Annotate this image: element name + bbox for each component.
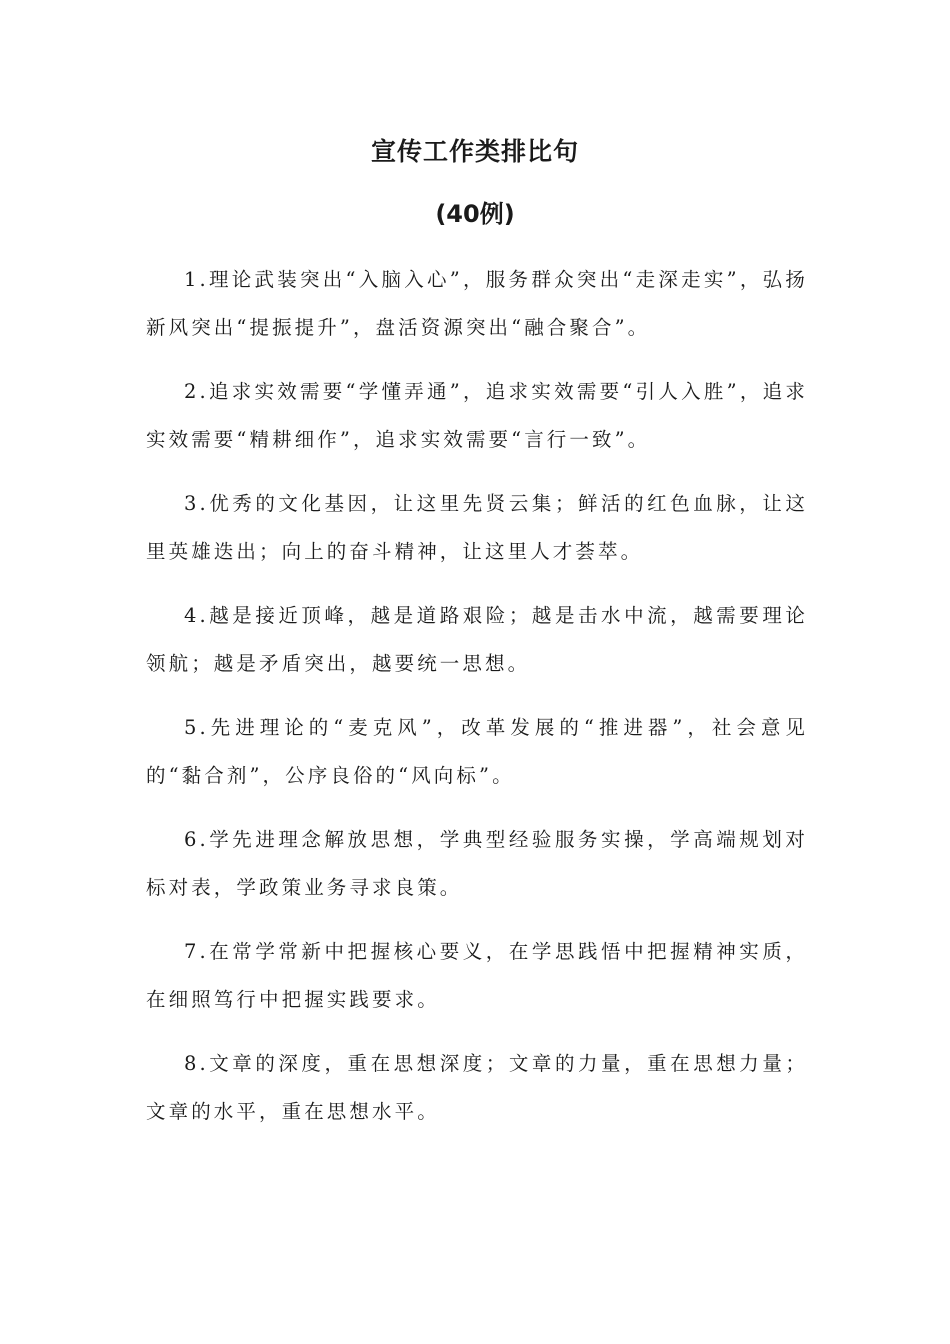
paragraph-8: 8.文章的深度，重在思想深度；文章的力量，重在思想力量；文章的水平，重在思想水平。 <box>146 1052 808 1123</box>
paragraph-2: 2.追求实效需要“学懂弄通”，追求实效需要“引人入胜”，追求实效需要“精耕细作”，追求实效需要“言行一致”。 <box>146 380 808 451</box>
paragraph-7: 7.在常学常新中把握核心要义，在学思践悟中把握精神实质，在细照笃行中把握实践要求。 <box>146 940 808 1011</box>
document-subtitle: (40例) <box>435 200 515 228</box>
paragraph-6: 6.学先进理念解放思想，学典型经验服务实操，学高端规划对标对表，学政策业务寻求良策。 <box>146 828 808 899</box>
paragraph-5: 5.先进理论的“麦克风”，改革发展的“推进器”，社会意见的“黏合剂”，公序良俗的“风向标”。 <box>146 716 808 787</box>
paragraph-4: 4.越是接近顶峰，越是道路艰险；越是击水中流，越需要理论领航；越是矛盾突出，越要统一思想。 <box>146 604 808 675</box>
paragraph-list <box>146 256 808 1152</box>
paragraph-1: 1.理论武装突出“入脑入心”，服务群众突出“走深走实”，弘扬新风突出“提振提升”，盘活资源突出“融合聚合”。 <box>146 268 808 339</box>
paragraph-3: 3.优秀的文化基因，让这里先贤云集；鲜活的红色血脉，让这里英雄迭出；向上的奋斗精神，让这里人才荟萃。 <box>146 492 808 563</box>
document-title: 宣传工作类排比句 <box>370 137 579 166</box>
